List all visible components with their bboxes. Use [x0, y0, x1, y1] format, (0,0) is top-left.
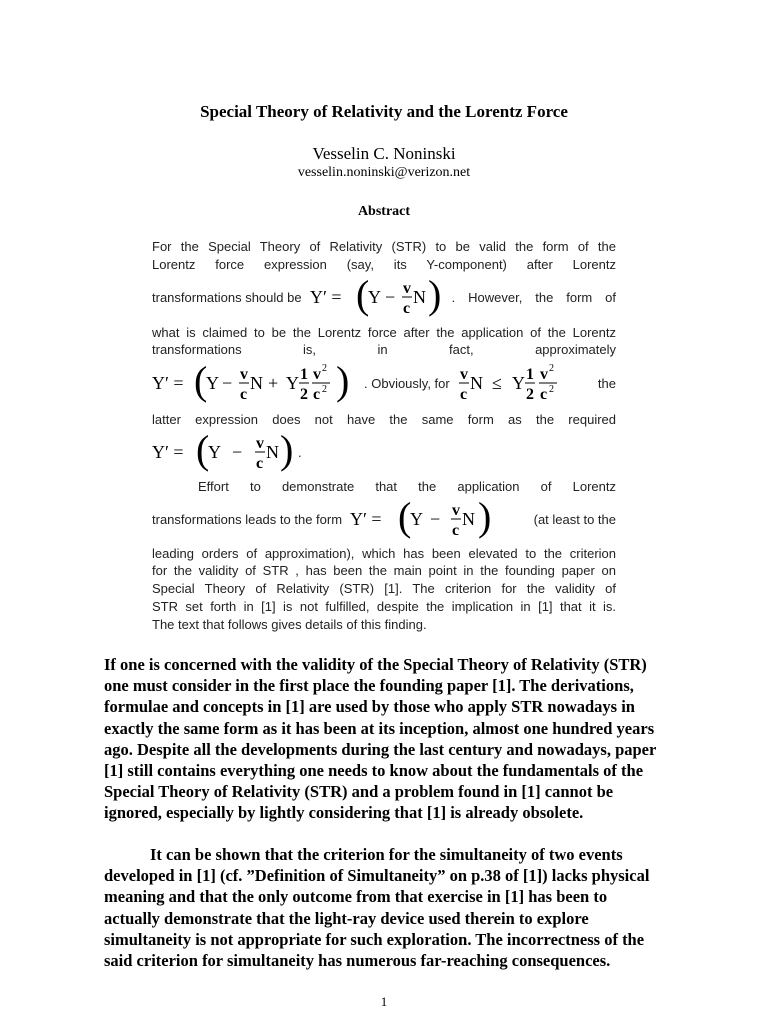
abstract-line: Special Theory of Relativity (STR) [1]. The criterion for the validity of	[152, 581, 616, 596]
abstract-text: transformations leads to the form	[152, 511, 343, 527]
eq-right-paren: )	[336, 359, 350, 403]
eq-plus: +	[268, 373, 279, 393]
eq-two: 2	[300, 386, 308, 403]
eq-lhs: Y′ =	[350, 509, 382, 529]
page-number: 1	[380, 994, 388, 1009]
lorentz-form-equation	[310, 273, 450, 321]
eq-lhs: Y′ =	[152, 373, 184, 393]
author-email: vesselin.noninski@verizon.net	[297, 165, 471, 180]
eq-v-squared: v	[539, 366, 548, 383]
eq-one: 1	[300, 366, 308, 383]
eq-left-paren: (	[196, 428, 210, 472]
abstract-line: The text that follows gives details of this finding.	[152, 617, 427, 632]
body-paragraph-2: It can be shown that the criterion for the simultaneity of two events developed in [1] (cf. ”Definition of Simultaneity” on p.38 of [1]) lacks physical meaning and that the only outcome from that exercise in [1] has been to actually demonstrate that the light-ray device used therein to explore simultaneity is not appropriate for such exploration. The incorrectness of the said criterion for simultaneity has numerous far-reaching consequences.	[104, 845, 650, 971]
eq-minus: −	[232, 442, 243, 462]
eq-c-squared: c	[313, 386, 321, 403]
eq-right-paren: )	[280, 428, 294, 472]
eq-Y: Y	[410, 509, 424, 529]
eq-one: 1	[525, 366, 534, 383]
eq-c-squared: c	[539, 386, 547, 403]
abstract-line: STR set forth in [1] is not fulfilled, despite the implication in [1] that it is.	[152, 599, 616, 614]
eq-v-squared: v	[313, 366, 321, 383]
abstract-line-with-equation	[152, 428, 616, 476]
abstract-line: For the Special Theory of Relativity (STR) to be valid the form of the	[152, 239, 616, 254]
eq-v: v	[402, 280, 411, 297]
eq-N: N	[469, 373, 483, 393]
author-name: Vesselin C. Noninski	[312, 144, 456, 163]
eq-left-paren: (	[194, 359, 208, 403]
eq-left-paren: (	[355, 273, 369, 317]
abstract-line: latter expression does not have the same form as the required	[152, 412, 616, 427]
eq-Y: Y	[511, 373, 525, 393]
abstract-line-with-equation	[152, 495, 616, 543]
eq-exponent: 2	[322, 384, 327, 395]
eq-right-paren: )	[478, 495, 492, 539]
abstract-line: Lorentz force expression (say, its Y-component) after Lorentz	[152, 257, 616, 272]
eq-minus: −	[222, 373, 233, 393]
abstract-line: transformations is, in fact, approximately	[152, 342, 616, 357]
eq-v: v	[240, 366, 248, 383]
abstract-line: Effort to demonstrate that the application of Lorentz	[198, 479, 616, 494]
lorentz-form-equation	[350, 495, 496, 543]
abstract-line-with-equation	[152, 359, 616, 407]
eq-exponent: 2	[548, 384, 554, 395]
eq-right-paren: )	[427, 273, 441, 317]
eq-c: c	[459, 386, 467, 403]
eq-minus: −	[384, 287, 395, 307]
eq-v: v	[452, 502, 461, 519]
abstract-line: leading orders of approximation), which has been elevated to the criterion	[152, 546, 616, 561]
eq-c: c	[402, 300, 410, 317]
eq-minus: −	[430, 509, 441, 529]
eq-N: N	[250, 373, 263, 393]
eq-exponent: 2	[322, 363, 327, 374]
abstract-text: .	[298, 444, 302, 460]
eq-Y: Y	[208, 442, 221, 462]
eq-v: v	[256, 435, 264, 452]
abstract-heading: Abstract	[357, 204, 411, 219]
eq-c: c	[452, 522, 460, 539]
eq-Y2: Y	[286, 373, 299, 393]
eq-Y: Y	[206, 373, 219, 393]
abstract-text: (at least to the	[533, 511, 616, 527]
eq-leq: ≤	[491, 373, 502, 393]
eq-N: N	[266, 442, 279, 462]
abstract-text: transformations should be	[152, 289, 302, 305]
eq-lhs: Y′ =	[152, 442, 184, 462]
eq-Y: Y	[367, 287, 381, 307]
eq-two: 2	[525, 386, 534, 403]
abstract-text: . However, the form of	[451, 289, 616, 305]
eq-c: c	[240, 386, 248, 403]
eq-c: c	[256, 455, 264, 472]
eq-v: v	[459, 366, 468, 383]
abstract-text: the	[597, 375, 616, 391]
eq-lhs: Y′ =	[309, 287, 342, 307]
eq-N: N	[412, 287, 426, 307]
approximate-lorentz-force-equation	[152, 359, 368, 407]
condition-inequality	[458, 359, 576, 407]
eq-left-paren: (	[398, 495, 412, 539]
required-form-equation	[152, 428, 298, 476]
eq-N: N	[462, 509, 476, 529]
abstract-line: for the validity of STR , has been the main point in the founding paper on	[152, 563, 616, 578]
abstract-line: what is claimed to be the Lorentz force after the application of the Lorentz	[152, 325, 616, 340]
body-paragraph-1: If one is concerned with the validity of the Special Theory of Relativity (STR) one must consider in the first place the founding paper [1]. The derivations, formulae and concepts in [1] are used by those who apply STR nowadays in exactly the same form as it has been at its inception, almost one hundred years ago. Despite all the developments during the last century and nowadays, paper [1] still contains everything one needs to know about the fundamentals of the Special Theory of Relativity (STR) and a problem found in [1] cannot be ignored, especially by lightly considering that [1] is already obsolete.	[104, 655, 657, 823]
abstract-text: . Obviously, for	[364, 375, 450, 391]
abstract-line-with-equation	[152, 273, 616, 321]
paper-title: Special Theory of Relativity and the Lorentz Force	[200, 102, 568, 121]
eq-exponent: 2	[548, 363, 554, 374]
